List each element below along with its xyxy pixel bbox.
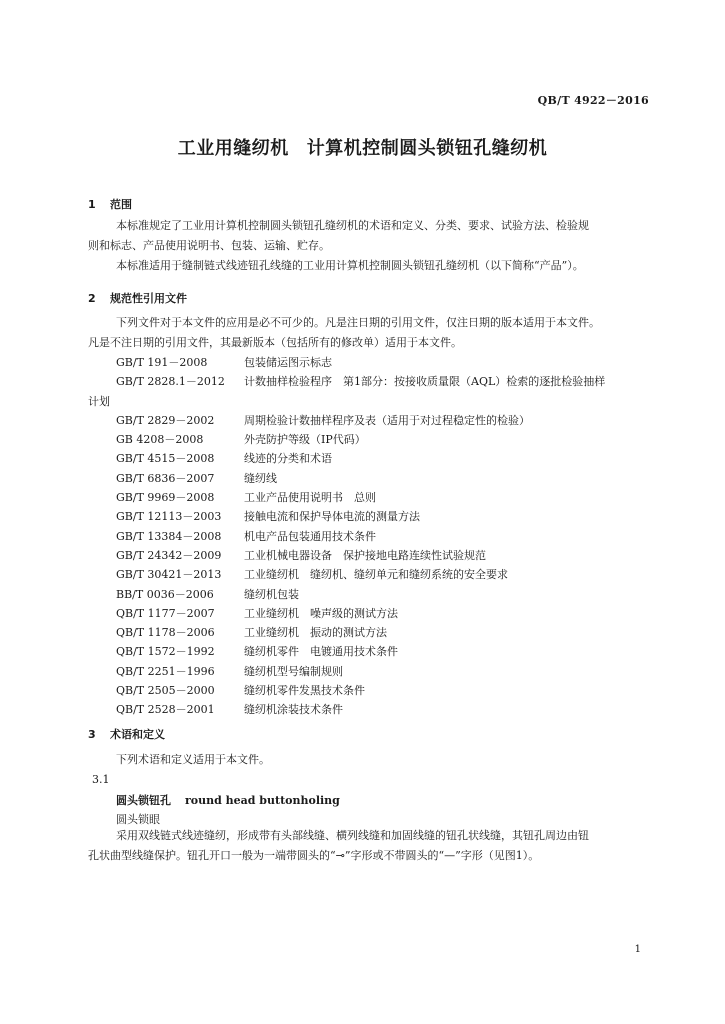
reference-item	[116, 585, 605, 604]
scope-paragraph-line-1: 本标准规定了工业用计算机控制圆头锁钮孔缝纫机的术语和定义、分类、要求、试验方法、检验规	[116, 219, 589, 232]
reference-title: 工业产品使用说明书 总则	[244, 491, 376, 505]
section-1-heading	[88, 196, 132, 212]
reference-item	[116, 353, 605, 372]
reference-code: QB/T 2505－2000	[116, 684, 215, 698]
reference-title: 缝纫机涂装技术条件	[244, 703, 343, 717]
references-intro-line-1: 下列文件对于本文件的应用是必不可少的。凡是注日期的引用文件，仅注日期的版本适用于本文件。	[116, 316, 600, 329]
reference-title: 缝纫机零件发黑技术条件	[244, 684, 365, 698]
term-entry	[116, 792, 340, 808]
reference-code: GB/T 13384－2008	[116, 529, 222, 543]
section-title: 规范性引用文件	[110, 292, 187, 305]
definition-line-2: 孔状曲型线缝保护。钮孔开口一般为一端带圆头的“⊸”字形或不带圆头的“—”字形（见图1）。	[88, 849, 540, 862]
section-2-intro	[88, 313, 655, 353]
reference-code: GB/T 2828.1－2012	[116, 375, 225, 389]
reference-title: 接触电流和保护导体电流的测量方法	[244, 510, 420, 524]
reference-item	[116, 527, 605, 546]
page-number: 1	[634, 944, 641, 955]
reference-item	[116, 546, 605, 565]
reference-code: GB/T 6836－2007	[116, 471, 215, 485]
reference-item	[116, 469, 605, 488]
page-title	[0, 134, 725, 160]
reference-item	[88, 372, 606, 411]
reference-code: QB/T 1572－1992	[116, 645, 215, 659]
section-title: 范围	[110, 198, 132, 211]
reference-item	[116, 507, 605, 526]
scope-paragraph-line-2: 则和标志、产品使用说明书、包装、运输、贮存。	[88, 239, 330, 252]
reference-title: 机电产品包装通用技术条件	[244, 529, 376, 543]
reference-title: 包装储运图示标志	[244, 356, 332, 369]
reference-item	[116, 488, 605, 507]
reference-title: 缝纫机型号编制规则	[244, 664, 343, 678]
reference-title: 计数抽样检验程序 第1部分：按接收质量限（AQL）检索的逐批检验抽样	[244, 375, 606, 389]
reference-item	[116, 565, 605, 584]
reference-title: 工业缝纫机 振动的测试方法	[244, 626, 387, 640]
reference-code: QB/T 2251－1996	[116, 664, 215, 678]
reference-code: QB/T 1178－2006	[116, 626, 215, 640]
reference-title: 缝纫线	[244, 471, 277, 485]
reference-code: GB 4208－2008	[116, 433, 204, 447]
definition-line-1: 采用双线链式线迹缝纫，形成带有头部线缝、横列线缝和加固线缝的钮孔状线缝，其钮孔周边由钮	[116, 829, 589, 842]
term-chinese: 圆头锁钮孔	[116, 794, 171, 807]
reference-item	[116, 700, 605, 719]
section-number: 3	[88, 728, 96, 741]
reference-code: GB/T 191－2008	[116, 356, 208, 369]
reference-title: 外壳防护等级（IP代码）	[244, 433, 366, 447]
terms-intro: 下列术语和定义适用于本文件。	[116, 753, 270, 766]
title-part-2: 计算机控制圆头锁钮孔缝纫机	[306, 138, 548, 159]
reference-title: 周期检验计数抽样程序及表（适用于对过程稳定性的检验）	[244, 413, 530, 427]
reference-item	[116, 642, 605, 661]
reference-item	[116, 430, 605, 449]
reference-code: QB/T 1177－2007	[116, 606, 215, 620]
reference-item	[116, 662, 605, 681]
references-intro-line-2: 凡是不注日期的引用文件，其最新版本（包括所有的修改单）适用于本文件。	[88, 336, 462, 349]
reference-code: GB/T 4515－2008	[116, 452, 215, 466]
reference-code: BB/T 0036－2006	[116, 587, 214, 601]
term-english: round head buttonholing	[185, 794, 340, 807]
section-2-heading	[88, 290, 187, 306]
section-1-body	[88, 216, 655, 276]
reference-code: GB/T 12113－2003	[116, 510, 222, 524]
reference-item	[116, 681, 605, 700]
reference-title: 线迹的分类和术语	[244, 452, 332, 466]
section-number: 2	[88, 292, 96, 305]
reference-item	[116, 604, 605, 623]
reference-code: QB/T 2528－2001	[116, 703, 215, 717]
term-synonym: 圆头锁眼	[116, 813, 160, 826]
reference-item	[116, 623, 605, 642]
reference-code: GB/T 24342－2009	[116, 548, 222, 562]
reference-title: 缝纫机包装	[244, 587, 299, 601]
section-number: 1	[88, 198, 96, 211]
reference-title-continuation: 计划	[88, 394, 110, 408]
reference-title: 工业机械电器设备 保护接地电路连续性试验规范	[244, 548, 486, 562]
section-3-intro	[88, 750, 655, 770]
clause-number: 3.1	[92, 773, 110, 786]
reference-title: 工业缝纫机 缝纫机、缝纫单元和缝纫系统的安全要求	[244, 568, 508, 582]
reference-code: GB/T 30421－2013	[116, 568, 222, 582]
section-title: 术语和定义	[110, 728, 165, 741]
reference-code: GB/T 2829－2002	[116, 413, 215, 427]
reference-title: 缝纫机零件 电镀通用技术条件	[244, 645, 398, 659]
title-part-1: 工业用缝纫机	[177, 138, 289, 159]
reference-item	[116, 411, 605, 430]
reference-title: 工业缝纫机 噪声级的测试方法	[244, 606, 398, 620]
standard-number: QB/T 4922－2016	[537, 94, 649, 107]
section-3-heading	[88, 726, 165, 742]
reference-item	[116, 449, 605, 468]
reference-code: GB/T 9969－2008	[116, 491, 215, 505]
normative-references-list	[88, 353, 606, 720]
scope-paragraph-2: 本标准适用于缝制链式线迹钮孔线缝的工业用计算机控制圆头锁钮孔缝纫机（以下简称“产品”）。	[116, 259, 584, 272]
term-definition	[88, 826, 655, 866]
